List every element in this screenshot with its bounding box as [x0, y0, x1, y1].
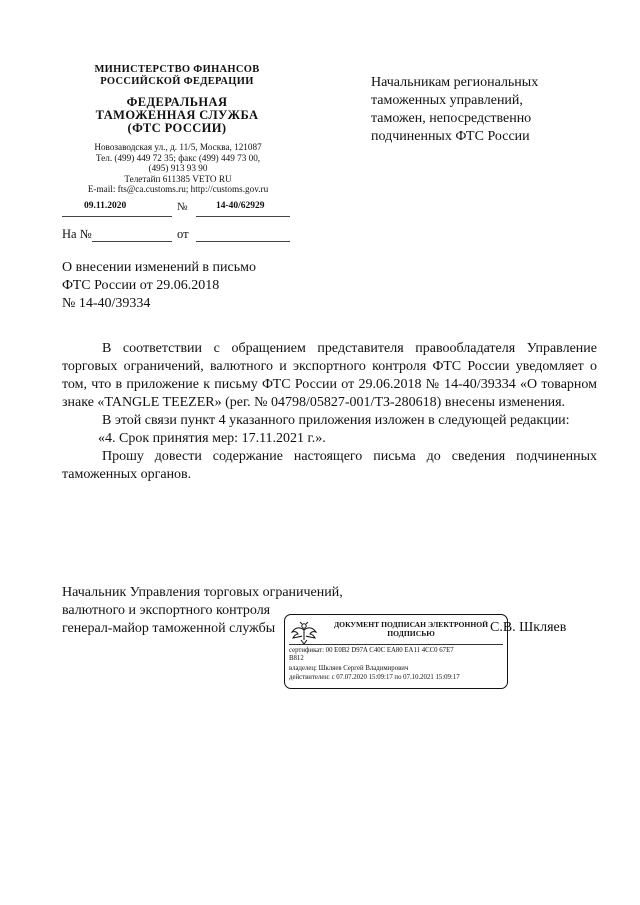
stamp-title: [321, 620, 501, 638]
service-line: (ФТС РОССИИ): [127, 121, 227, 135]
number-sign: №: [177, 201, 188, 213]
address-block: [58, 142, 298, 195]
address-line: Тел. (499) 449 72 35; факс (499) 449 73 00,: [95, 152, 261, 163]
reference-number-label: На №: [62, 227, 92, 241]
stamp-owner: владелец: Шкляев Сергей Владимирович: [289, 665, 409, 672]
stamp-certificate: сертификат: 00 E0B2 D97A C40C EA80 EA11 4CC0 67E7: [289, 647, 454, 654]
signature-line: Начальник Управления торговых ограничений,: [62, 585, 343, 600]
ministry-line: МИНИСТЕРСТВО ФИНАНСОВ: [94, 64, 260, 75]
service-line: ТАМОЖЕННАЯ СЛУЖБА: [95, 108, 259, 122]
body-paragraph-quote: «4. Срок принятия мер: 17.11.2021 г.».: [98, 431, 326, 446]
body-paragraph: В этой связи пункт 4 указанного приложения изложен в следующей редакции:: [102, 413, 570, 428]
letter-body: [62, 340, 597, 484]
recipient-line: подчиненных ФТС России: [371, 129, 530, 144]
service-header: [62, 96, 292, 135]
service-line: ФЕДЕРАЛЬНАЯ: [126, 95, 228, 109]
recipient-block: [371, 74, 591, 146]
ministry-header: [62, 64, 292, 88]
signature-line: валютного и экспортного контроля: [62, 603, 271, 618]
recipient-line: Начальникам региональных: [371, 75, 539, 90]
stamp-validity: действителен: с 07.07.2020 15:09:17 по 07.10.2021 15:09:17: [289, 674, 460, 681]
reference-number-underline: [92, 241, 172, 242]
reference-date-label: от: [177, 227, 189, 241]
signer-name: С.В. Шкляев: [490, 620, 567, 635]
signature-line: генерал-майор таможенной службы: [62, 621, 276, 636]
stamp-divider: [289, 644, 503, 645]
body-paragraph: Прошу довести содержание настоящего письма до сведения подчиненных таможенных органов.: [62, 449, 597, 482]
address-line: (495) 913 93 90: [148, 163, 208, 173]
electronic-signature-stamp: [284, 614, 508, 689]
number-underline: [196, 216, 290, 217]
stamp-certificate-cont: B812: [289, 655, 304, 662]
recipient-line: таможенных управлений,: [371, 93, 523, 108]
document-date: 09.11.2020: [84, 201, 127, 211]
body-paragraph: В соответствии с обращением представителя правообладателя Управление торговых ограничений, валютного и экспортного контроля ФТС России уведомляет о том, что в приложение к письму ФТС России от 29.06.2018 № 14-40/39334 «О товарном знаке «TANGLE TEEZER» (рег. № 04798/05827-001/ТЗ-280618) внесены изменения.: [62, 341, 597, 410]
address-line: E-mail: fts@ca.customs.ru; http://customs.gov.ru: [87, 184, 269, 194]
stamp-title-line: ДОКУМЕНТ ПОДПИСАН ЭЛЕКТРОННОЙ: [333, 620, 489, 629]
stamp-title-line: ПОДПИСЬЮ: [387, 629, 435, 638]
address-line: Новозаводская ул., д. 11/5, Москва, 121087: [94, 142, 262, 152]
date-underline: [62, 216, 172, 217]
subject-line: О внесении изменений в письмо: [62, 260, 256, 275]
recipient-line: таможен, непосредственно: [371, 111, 532, 126]
reference-date-underline: [196, 241, 290, 242]
subject-line: ФТС России от 29.06.2018: [62, 278, 220, 293]
subject-line: № 14-40/39334: [62, 296, 151, 311]
subject-block: [62, 259, 322, 313]
address-line: Телетайп 611385 VETO RU: [124, 173, 232, 184]
ministry-line: РОССИЙСКОЙ ФЕДЕРАЦИИ: [100, 76, 254, 87]
document-number: 14-40/62929: [216, 201, 265, 211]
